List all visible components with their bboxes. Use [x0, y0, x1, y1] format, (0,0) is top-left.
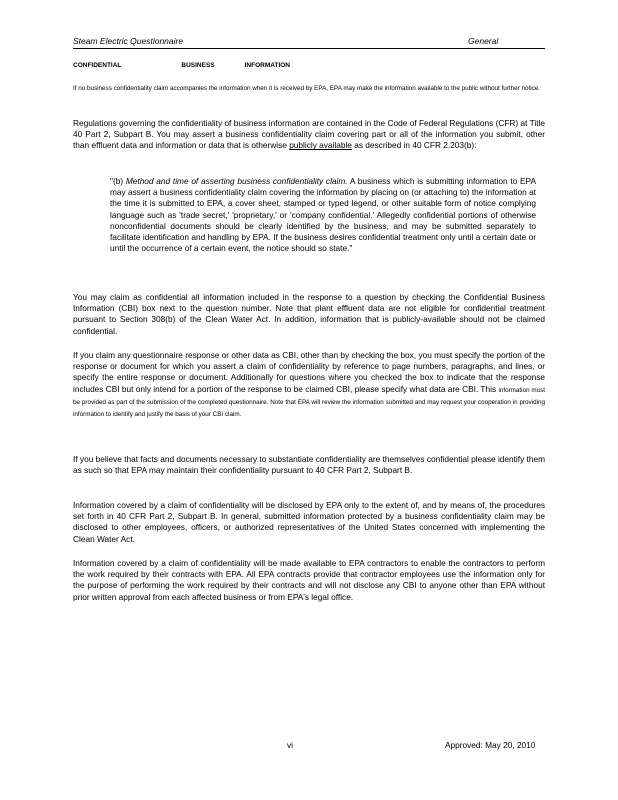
- paragraph-specify-portion: [73, 350, 545, 420]
- approval-date: Approved: May 20, 2010: [445, 740, 536, 750]
- paragraph-contractors: Information covered by a claim of confidentiality will be made available to EPA contractors to enable the contractors to perform the work required by their contracts with EPA. All EPA contracts provide that contractor employees use the information only for the purpose of performing the work required by their contracts and will not disclose any CBI to anyone other than EPA without prior written approval from each affected business or from EPA's legal office.: [73, 558, 545, 602]
- cbi-notice: If no business confidentiality claim accompanies the information when it is received by EPA, EPA may make the information available to the public without further notice.: [73, 85, 541, 92]
- page-header: [73, 36, 545, 49]
- paragraph-disclosure: Information covered by a claim of confidentiality will be disclosed by EPA only to the extent of, and by means of, the procedures set forth in 40 CFR Part 2, Subpart B. In general, submitted information protected by a business confidentiality claim may be disclosed to other employees, officers, or authorized representatives of the United States concerned with implementing the Clean Water Act.: [73, 500, 545, 544]
- paragraph-regulations: [73, 118, 545, 152]
- paragraph-substantiate: If you believe that facts and documents necessary to substantiate confidentiality are themselves confidential please identify them as such so that EPA may maintain their confidentiality pursuant to 40 CFR Part 2, Subpart B.: [73, 454, 545, 476]
- paragraph-specify-portion-text: If you claim any questionnaire response or other data as CBI, other than by checking the box, you must specify the portion of the response or document for which you assert a claim of confidentiality by reference to page numbers, paragraphs, and lines, or specify the entire response or document. Additionally for questions where you checked the box to indicate that the response includes CBI but only intend for a portion of the response to be claimed CBI, please specify what data are CBI. This: [73, 350, 545, 394]
- cbi-heading-word3: INFORMATION: [244, 62, 290, 69]
- cbi-heading-word2: BUSINESS: [181, 62, 215, 69]
- publicly-available-term: publicly available: [289, 140, 352, 151]
- cfr-quote-lead: "(b): [110, 176, 124, 186]
- header-section: General: [468, 36, 499, 46]
- paragraph-cbi-box: You may claim as confidential all information included in the response to a question by checking the Confidential Business Information (CBI) box next to the question number. Note that plant effluent data are not eligible for confidential treatment pursuant to Section 308(b) of the Clean Water Act. In addition, information that is publicly-available should not be claimed confidential.: [73, 292, 545, 336]
- page-number: vi: [287, 740, 293, 750]
- paragraph-regulations-tail: as described in 40 CFR 2.203(b):: [354, 140, 477, 151]
- paragraph-regulations-text: Regulations governing the confidentiality of business information are contained in the Code of Federal Regulations (CFR) at Title 40 Part 2, Subpart B. You may assert a business confidentiality claim covering part or all of the information you submit, other than effluent data and information or data that is otherwise: [73, 118, 545, 151]
- cbi-heading-word1: CONFIDENTIAL: [73, 62, 122, 69]
- header-title: Steam Electric Questionnaire: [73, 36, 184, 46]
- cfr-quote-heading: Method and time of asserting business confidentiality claim.: [125, 176, 348, 186]
- paragraph-specify-portion-small: information must be provided as part of the submission of the completed questionnaire. Note that EPA will review the information submitted and may request your cooperation in providing information to identify and justify the basis of your CBI claim.: [73, 386, 545, 419]
- cfr-quote: [110, 176, 536, 254]
- cfr-quote-body: A business which is submitting information to EPA may assert a business confidentiality claim covering the information by placing on (or attaching to) the information at the time it is submitted to EPA, a cover sheet, stamped or typed legend, or other suitable form of notice complying language such as 'trade secret,' 'proprietary,' or 'company confidential.' Allegedly confidential portions of otherwise nonconfidential documents should be clearly identified by the business, and may be submitted separately to facilitate identification and handling by EPA. If the business desires confidential treatment only until a certain date or until the occurrence of a certain event, the notice should so state.": [110, 176, 536, 254]
- cbi-heading: [73, 62, 290, 69]
